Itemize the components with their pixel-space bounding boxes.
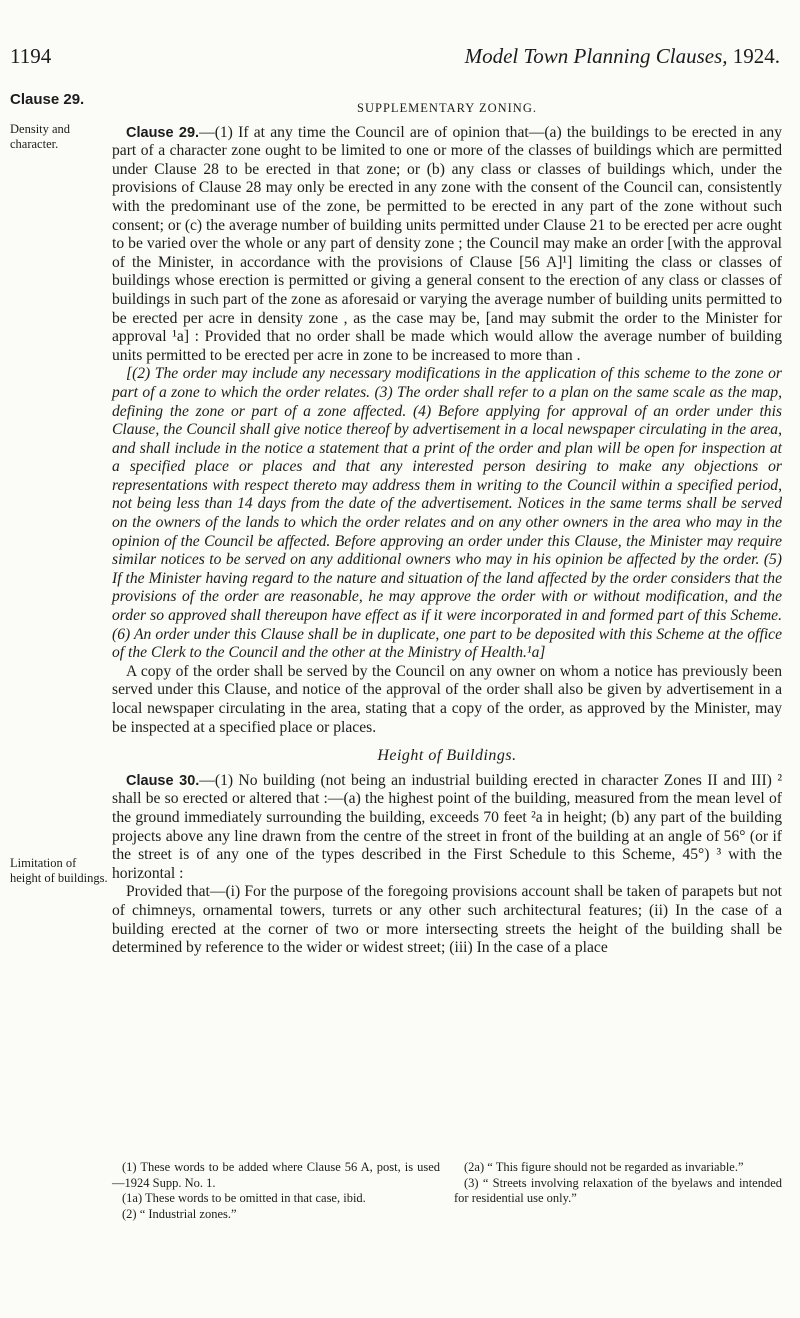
clause30-proviso: Provided that—(i) For the purpose of the foregoing provisions account shall be taken of parapets but not of chimneys, ornamental towers, turrets or any other such architectural features; (ii) In the case of a building erected at the corner of two or more intersecting streets the height of the building shall be determined by reference to the wider or widest street; (iii) In the case of a place: [112, 883, 782, 957]
clause29-text: —(1) If at any time the Council are of opinion that—(a) the buildings to be erected in any part of a character zone ought to be limited to one or more of the classes of buildings which are permitted under Clause 28 to be erected in that zone; or (b) any class or classes of buildings which, under the provisions of Clause 28 may only be erected in any zone with the consent of the Council can, consistently with the predominant use of the zone, be permitted to be erected in any part of the zone without such consent; or (c) the average number of building units permitted under Clause 21 to be erected per acre ought to be varied over the whole or any part of density zone ; the Council may make an order [with the approval of the Minister, in accordance with the provisions of Clause [56 A]¹] limiting the class or classes of buildings whose erection is permitted or giving a general consent to the erection of any class or classes of buildings in such part of the zone as aforesaid or varying the average number of building units permitted to be erected per acre in density zone , as the case may be, [and may submit the order to the Minister for approval ¹a] : Provided that no order shall be made which would allow the average number of building units permitted to be erected per acre in zone to be increased to more than .: [112, 123, 782, 364]
footnote-2: (2) “ Industrial zones.”: [122, 1206, 237, 1221]
footnotes-left: [112, 1160, 440, 1222]
margin-clause-label: Clause 29.: [10, 91, 85, 108]
margin-note-clause29: [10, 92, 108, 107]
section-heading: SUPPLEMENTARY ZONING.: [357, 101, 537, 115]
clause29-italic-paragraph: [(2) The order may include any necessary modifications in the application of this scheme to the zone or part of a zone to which the order relates. (3) The order shall refer to a plan on the same scale as the map, defining the zone or part of a zone affected. (4) Before applying for approval of an order under this Clause, the Council shall give notice thereof by advertisement in a local newspaper circulating in the area, and shall include in the notice a statement that a print of the order and plan will be open for inspection at a specified place or places and that any interested person desiring to make any objections or representations with respect thereto may address them in writing to the Council within a specified period, not being less than 14 days from the date of the advertisement. Notices in the same terms shall be served on the owners of the lands to which the order relates and on any other owners in the area who may in the opinion of the Council be affected. Before approving an order under this Clause, the Minister may require similar notices to be served on any additional owners who may in his opinion be affected by the order. (5) If the Minister having regard to the nature and situation of the land affected by the order considers that the provisions of the order are reasonable, he may approve the order with or without modification, and the order so approved shall thereupon have effect as if it were incorporated in and formed part of this Scheme. (6) An order under this Clause shall be in duplicate, one part to be deposited with this Scheme at the office of the Clerk to the Council and the other at the Ministry of Health.¹a]: [112, 365, 782, 662]
footnote-1: (1) These words to be added where Clause 56 A, post, is used—1924 Supp. No. 1.: [112, 1160, 440, 1190]
clause29-lead: Clause 29.: [126, 124, 200, 141]
running-title: [0, 44, 780, 69]
footnote-1a: (1a) These words to be omitted in that case, ibid.: [122, 1191, 366, 1205]
page-header: [0, 0, 800, 96]
running-title-year: 1924.: [727, 44, 780, 68]
footnote-2a: (2a) “ This figure should not be regarded as invariable.”: [464, 1160, 744, 1174]
main-text: [112, 99, 782, 958]
clause30-lead: Clause 30.: [126, 772, 200, 789]
margin-density-label: Density and character.: [10, 122, 71, 151]
footnotes: [112, 1160, 782, 1222]
page-number: 1194: [10, 44, 52, 68]
clause29-copy-paragraph: A copy of the order shall be served by the Council on any owner on whom a notice has previously been served under this Clause, and notice of the approval of the order shall also be given by advertisement in a local newspaper circulating in the area, stating that a copy of the order, as approved by the Minister, may be inspected at a specified place or places.: [112, 662, 782, 736]
margin-note-limitation: [10, 856, 110, 886]
footnotes-right: [454, 1160, 782, 1222]
subheading-height: Height of Buildings.: [377, 747, 517, 765]
clause30-paragraph: [112, 772, 782, 884]
clause30-text: —(1) No building (not being an industrial building erected in character Zones II and III) ² shall be so erected or altered that :—(a) the highest point of the building, measured from the mean level of the ground immediately surrounding the building, exceeds 70 feet ²a in height; (b) any part of the building projects above any line drawn from the centre of the street in front of the building at an angle of 56° (or if the street is of any one of the types described in the First Schedule to this Scheme, 45°) ³ with the horizontal :: [112, 771, 782, 882]
clause29-paragraph: [112, 124, 782, 366]
footnote-3: (3) “ Streets involving relaxation of the byelaws and intended for residential use only.”: [454, 1175, 782, 1205]
running-title-text: Model Town Planning Clauses,: [464, 44, 728, 68]
margin-limitation-label: Limitation of height of buildings.: [10, 856, 108, 885]
margin-note-density: [10, 122, 108, 152]
